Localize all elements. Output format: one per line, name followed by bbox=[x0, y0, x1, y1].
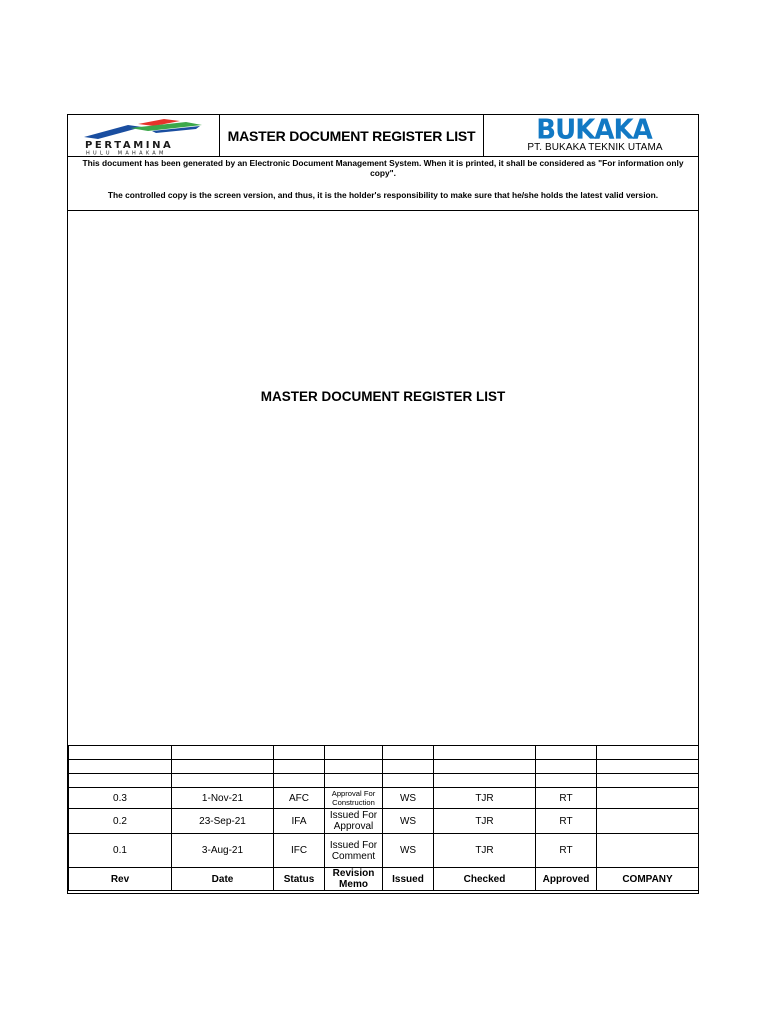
memo-cell: Issued For Approval bbox=[325, 809, 383, 834]
memo-cell: Approval For Construction bbox=[325, 788, 383, 809]
table-row bbox=[69, 834, 699, 868]
header-rev: Rev bbox=[69, 868, 172, 891]
pertamina-logo-text: PERTAMINA bbox=[85, 140, 174, 151]
notice-line-1: This document has been generated by an Electronic Document Management System. When it is printed, it shall be considered as "For information only copy". bbox=[82, 158, 684, 178]
pertamina-logo bbox=[68, 115, 220, 156]
status-cell: AFC bbox=[274, 788, 325, 809]
header-company: COMPANY bbox=[597, 868, 699, 891]
table-row bbox=[69, 809, 699, 834]
header-status: Status bbox=[274, 868, 325, 891]
checked-cell: TJR bbox=[434, 834, 536, 868]
bukaka-logo-subtitle: PT. BUKAKA TEKNIK UTAMA bbox=[527, 142, 663, 153]
approved-cell: RT bbox=[536, 788, 597, 809]
table-row bbox=[69, 788, 699, 809]
header-title: MASTER DOCUMENT REGISTER LIST bbox=[220, 115, 484, 156]
approved-cell: RT bbox=[536, 834, 597, 868]
date-cell: 1-Nov-21 bbox=[172, 788, 274, 809]
issued-cell: WS bbox=[383, 788, 434, 809]
header-revision-memo: Revision Memo bbox=[325, 868, 383, 891]
header-approved: Approved bbox=[536, 868, 597, 891]
pertamina-logo-mark bbox=[68, 115, 218, 155]
notice-line-2: The controlled copy is the screen version, and thus, it is the holder's responsibility to make sure that he/she holds the latest valid version. bbox=[107, 190, 659, 200]
table-row-empty bbox=[69, 746, 699, 760]
memo-cell: Issued For Comment bbox=[325, 834, 383, 868]
header-date: Date bbox=[172, 868, 274, 891]
bukaka-logo bbox=[484, 115, 698, 156]
revision-table bbox=[68, 745, 699, 891]
bukaka-logo-text: BUKAKA bbox=[536, 114, 652, 146]
rev-cell: 0.3 bbox=[69, 788, 172, 809]
checked-cell: TJR bbox=[434, 788, 536, 809]
table-header-row bbox=[69, 868, 699, 891]
company-cell bbox=[597, 788, 699, 809]
table-row-empty bbox=[69, 760, 699, 774]
company-cell bbox=[597, 834, 699, 868]
issued-cell: WS bbox=[383, 809, 434, 834]
rev-cell: 0.1 bbox=[69, 834, 172, 868]
document-sheet bbox=[67, 114, 699, 894]
document-header bbox=[68, 115, 698, 157]
rev-cell: 0.2 bbox=[69, 809, 172, 834]
pertamina-logo-tagline: HULU MAHAKAM bbox=[86, 150, 167, 155]
checked-cell: TJR bbox=[434, 809, 536, 834]
table-row-empty bbox=[69, 774, 699, 788]
company-cell bbox=[597, 809, 699, 834]
date-cell: 23-Sep-21 bbox=[172, 809, 274, 834]
edms-notice bbox=[68, 157, 698, 211]
issued-cell: WS bbox=[383, 834, 434, 868]
header-issued: Issued bbox=[383, 868, 434, 891]
status-cell: IFA bbox=[274, 809, 325, 834]
date-cell: 3-Aug-21 bbox=[172, 834, 274, 868]
approved-cell: RT bbox=[536, 809, 597, 834]
main-title: MASTER DOCUMENT REGISTER LIST bbox=[260, 389, 506, 404]
status-cell: IFC bbox=[274, 834, 325, 868]
header-checked: Checked bbox=[434, 868, 536, 891]
